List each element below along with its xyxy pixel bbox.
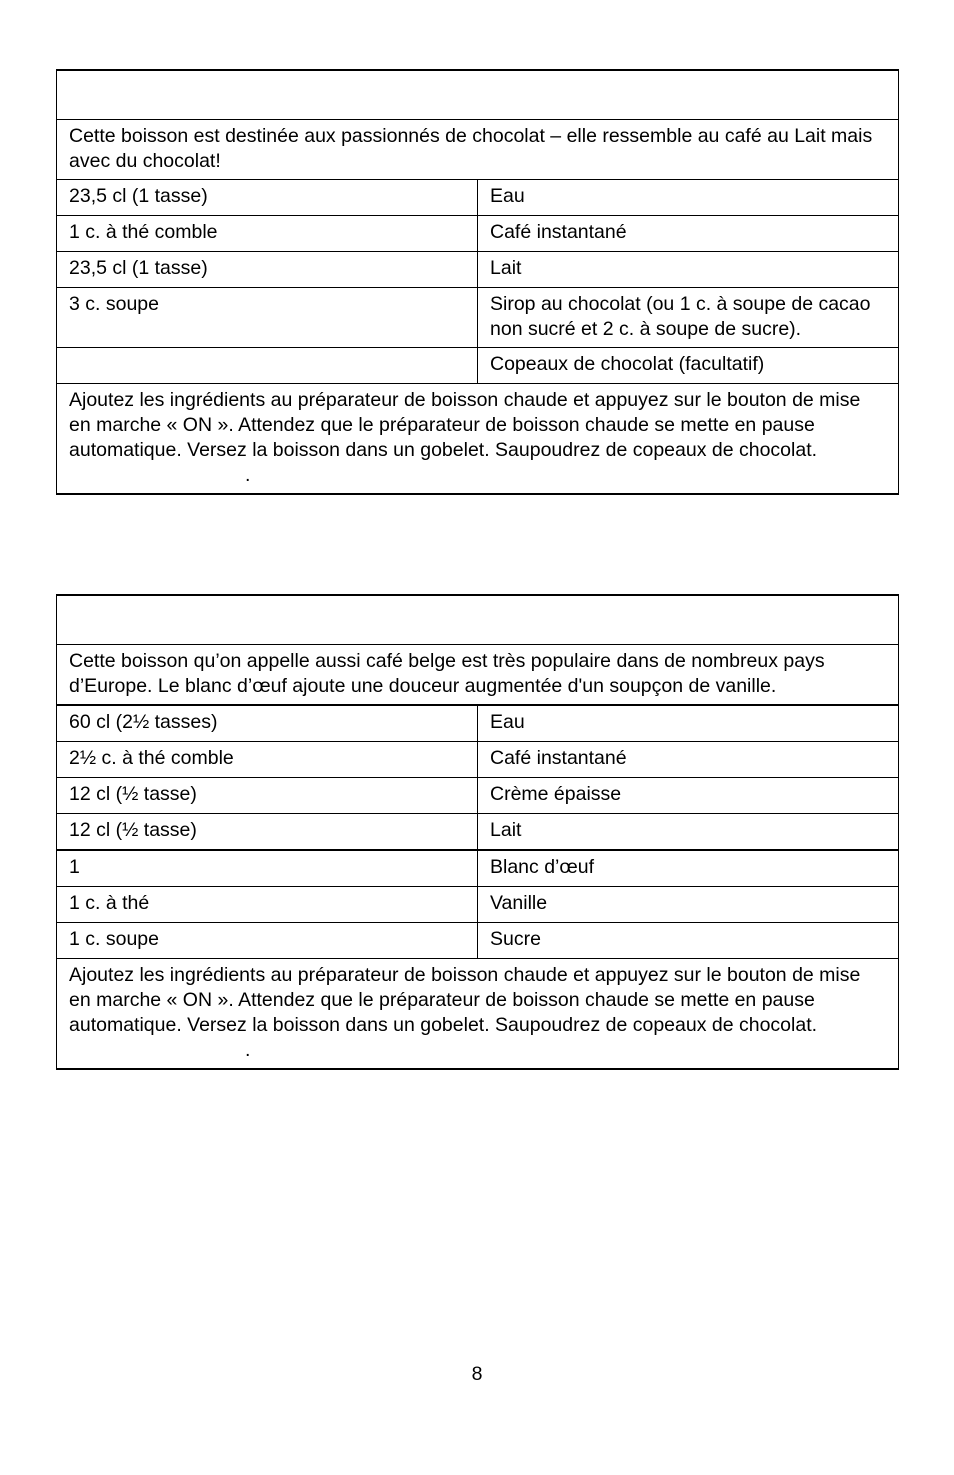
ingredient-row <box>57 850 899 887</box>
recipe-title <box>57 595 899 645</box>
recipe-description: Cette boisson est destinée aux passionnés de chocolat – elle ressemble au café au Lait mais avec du chocolat! <box>57 120 899 180</box>
ingredient-item: Sirop au chocolat (ou 1 c. à soupe de cacao non sucré et 2 c. à soupe de sucre). <box>478 288 899 348</box>
instructions-trailing: . <box>245 1039 251 1061</box>
ingredient-row <box>57 705 899 742</box>
ingredient-quantity <box>57 348 478 384</box>
recipe-description: Cette boisson qu’on appelle aussi café belge est très populaire dans de nombreux pays d’Europe. Le blanc d’œuf ajoute une douceur augmentée d'un soupçon de vanille. <box>57 645 899 706</box>
recipe-instructions <box>57 384 899 495</box>
ingredient-item: Crème épaisse <box>478 778 899 814</box>
ingredient-row <box>57 887 899 923</box>
ingredient-row <box>57 923 899 959</box>
page-number: 8 <box>471 1363 483 1385</box>
recipe-table-2 <box>56 594 899 1070</box>
recipe-instructions <box>57 959 899 1070</box>
ingredient-quantity: 2½ c. à thé comble <box>57 742 478 778</box>
ingredient-item: Eau <box>478 705 899 742</box>
instructions-text: Ajoutez les ingrédients au préparateur de boisson chaude et appuyez sur le bouton de mise en marche « ON ». Attendez que le préparateur de boisson chaude se mette en pause automatique. Versez la boisson dans un gobelet. Saupoudrez de copeaux de chocolat. <box>69 389 861 461</box>
ingredient-quantity: 1 c. soupe <box>57 923 478 959</box>
ingredient-quantity: 12 cl (½ tasse) <box>57 778 478 814</box>
ingredient-row <box>57 252 899 288</box>
ingredient-item: Blanc d’œuf <box>478 850 899 887</box>
recipe-title <box>57 70 899 120</box>
instructions-trailing: . <box>245 464 251 486</box>
ingredient-quantity: 23,5 cl (1 tasse) <box>57 252 478 288</box>
ingredient-quantity: 1 c. à thé comble <box>57 216 478 252</box>
ingredient-quantity: 3 c. soupe <box>57 288 478 348</box>
ingredient-quantity: 1 c. à thé <box>57 887 478 923</box>
ingredient-item: Café instantané <box>478 742 899 778</box>
ingredient-item: Vanille <box>478 887 899 923</box>
ingredient-row <box>57 778 899 814</box>
ingredient-item: Eau <box>478 180 899 216</box>
ingredient-row <box>57 216 899 252</box>
ingredient-item: Lait <box>478 814 899 851</box>
ingredient-item: Copeaux de chocolat (facultatif) <box>478 348 899 384</box>
ingredient-row <box>57 814 899 851</box>
ingredient-quantity: 23,5 cl (1 tasse) <box>57 180 478 216</box>
ingredient-item: Lait <box>478 252 899 288</box>
ingredient-row <box>57 742 899 778</box>
ingredient-quantity: 12 cl (½ tasse) <box>57 814 478 851</box>
ingredient-row <box>57 288 899 348</box>
ingredient-item: Café instantané <box>478 216 899 252</box>
ingredient-row <box>57 180 899 216</box>
ingredient-item: Sucre <box>478 923 899 959</box>
ingredient-quantity: 1 <box>57 850 478 887</box>
ingredient-quantity: 60 cl (2½ tasses) <box>57 705 478 742</box>
recipe-table-1 <box>56 69 899 495</box>
instructions-text: Ajoutez les ingrédients au préparateur de boisson chaude et appuyez sur le bouton de mise en marche « ON ». Attendez que le préparateur de boisson chaude se mette en pause automatique. Versez la boisson dans un gobelet. Saupoudrez de copeaux de chocolat. <box>69 964 861 1036</box>
ingredient-row <box>57 348 899 384</box>
